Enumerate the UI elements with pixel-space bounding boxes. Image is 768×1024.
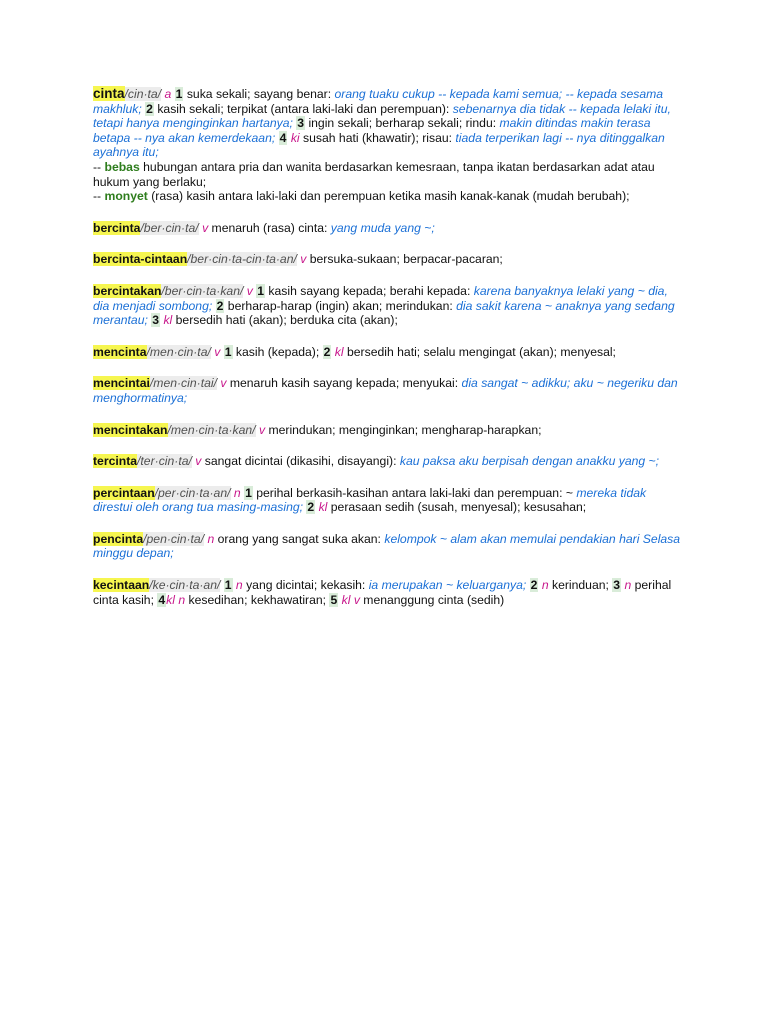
entry-mencinta bbox=[93, 345, 685, 360]
pronunciation: /pen·cin·ta/ bbox=[143, 531, 205, 546]
definition: ingin sekali; berharap sekali; rindu: bbox=[305, 116, 500, 131]
pronunciation: /ber·cin·ta/ bbox=[140, 220, 199, 235]
headword: kecintaan bbox=[93, 578, 150, 593]
idiom-dash: -- bbox=[93, 159, 105, 174]
definition: perihal cinta kasih; bbox=[93, 578, 672, 607]
sense-number: 1 bbox=[224, 578, 232, 593]
definition: kerinduan; bbox=[548, 578, 613, 593]
word-class: n bbox=[624, 578, 632, 593]
example: yang muda yang ~; bbox=[330, 220, 435, 235]
headword: bercintakan bbox=[93, 283, 162, 298]
entry-bercinta bbox=[93, 221, 685, 236]
definition: kasih (kepada); bbox=[232, 344, 323, 359]
word-class: n bbox=[235, 578, 243, 593]
pronunciation: /ter·cin·ta/ bbox=[137, 454, 192, 469]
headword: cinta bbox=[93, 86, 125, 101]
word-class: ki bbox=[290, 130, 300, 145]
entry-percintaan bbox=[93, 486, 685, 515]
idiom: bebas bbox=[104, 159, 140, 174]
word-class: n bbox=[541, 578, 549, 593]
example: karena banyaknya lelaki yang ~ dia, dia menjadi sombong; bbox=[93, 283, 668, 313]
idiom-definition: hubungan antara pria dan wanita berdasarkan kemesraan, tanpa ikatan berdasarkan adat atau hukum yang berlaku; bbox=[93, 159, 655, 189]
example: dia sakit karena ~ anaknya yang sedang merantau; bbox=[93, 298, 675, 328]
entry-pencinta bbox=[93, 532, 685, 561]
definition: menanggung cinta (sedih) bbox=[359, 592, 505, 607]
definition: sangat dicintai (dikasihi, disayangi): bbox=[201, 454, 400, 469]
definition: bersedih hati; selalu mengingat (akan); menyesal; bbox=[343, 344, 616, 359]
definition: yang dicintai; kekasih: bbox=[242, 578, 369, 593]
entry-mencintai bbox=[93, 376, 685, 405]
sense-number: 2 bbox=[216, 298, 224, 313]
example: sebenarnya dia tidak -- kepada lelaki itu, tetapi hanya menginginkan hartanya; bbox=[93, 101, 671, 131]
word-class: v bbox=[214, 344, 221, 359]
pronunciation: /men·cin·ta/ bbox=[146, 344, 211, 359]
definition: menaruh (rasa) cinta: bbox=[208, 220, 331, 235]
definition: berharap-harap (ingin) akan; merindukan: bbox=[224, 298, 457, 313]
word-class: v bbox=[195, 454, 202, 469]
word-class: v bbox=[220, 376, 227, 391]
word-class: kl bbox=[341, 592, 351, 607]
sense-number: 1 bbox=[175, 87, 183, 101]
sense-number: 3 bbox=[613, 578, 621, 593]
example: orang tuaku cukup -- kepada kami semua; -- kepada sesama makhluk; bbox=[93, 87, 664, 116]
definition: suka sekali; sayang benar: bbox=[183, 87, 335, 101]
headword: mencintakan bbox=[93, 422, 168, 437]
definition: merindukan; menginginkan; mengharap-harapkan; bbox=[265, 422, 542, 437]
word-class: v bbox=[300, 252, 307, 267]
example: kelompok ~ alam akan memulai pendakian hari Selasa minggu depan; bbox=[93, 531, 681, 561]
sense-number: 2 bbox=[323, 344, 331, 359]
word-class: kl bbox=[166, 592, 175, 607]
sense-number: 2 bbox=[146, 101, 153, 116]
word-class: v bbox=[202, 220, 209, 235]
definition: kasih sekali; terpikat (antara laki-laki dan perempuan): bbox=[153, 101, 453, 116]
pronunciation: /ber·cin·ta-cin·ta·an/ bbox=[187, 252, 297, 267]
pronunciation: /ber·cin·ta·kan/ bbox=[161, 283, 244, 298]
sense-number: 1 bbox=[257, 283, 265, 298]
definition: bersedih hati (akan); berduka cita (akan); bbox=[172, 313, 398, 328]
sense-number: 2 bbox=[307, 500, 315, 515]
entry-bercintakan bbox=[93, 284, 685, 328]
definition: menaruh kasih sayang kepada; menyukai: bbox=[226, 376, 462, 391]
word-class: v bbox=[246, 283, 253, 298]
entry-tercinta bbox=[93, 454, 685, 469]
definition: orang yang sangat suka akan: bbox=[214, 531, 385, 546]
example: mereka tidak direstui oleh orang tua masing-masing; bbox=[93, 485, 647, 515]
word-class: v bbox=[353, 592, 360, 607]
headword: mencintai bbox=[93, 376, 150, 391]
entry-cinta bbox=[93, 87, 685, 204]
pronunciation: /men·cin·tai/ bbox=[149, 376, 217, 391]
entry-kecintaan bbox=[93, 578, 685, 607]
sense-number: 3 bbox=[152, 313, 160, 328]
definition: bersuka-sukaan; berpacar-pacaran; bbox=[306, 252, 503, 267]
word-class: v bbox=[258, 422, 266, 437]
word-class: kl bbox=[334, 344, 344, 359]
word-class: kl bbox=[163, 313, 173, 328]
headword: percintaan bbox=[93, 485, 155, 500]
example: dia sangat ~ adikku; aku ~ negeriku dan menghormatinya; bbox=[93, 376, 678, 405]
pronunciation: /men·cin·ta·kan/ bbox=[167, 422, 256, 437]
headword: tercinta bbox=[93, 454, 138, 469]
sense-number: 1 bbox=[245, 485, 252, 500]
example: ia merupakan ~ keluarganya; bbox=[368, 578, 527, 593]
example: kau paksa aku berpisah dengan anakku yang ~; bbox=[399, 454, 660, 469]
headword: pencinta bbox=[93, 531, 144, 546]
sense-number: 4 bbox=[158, 592, 166, 607]
pronunciation: /cin·ta/ bbox=[124, 87, 162, 101]
definition: susah hati (khawatir); risau: bbox=[299, 130, 456, 145]
pronunciation: /ke·cin·ta·an/ bbox=[149, 578, 221, 593]
word-class: kl bbox=[318, 500, 328, 515]
entry-mencintakan bbox=[93, 423, 685, 438]
entry-bercinta-cintaan bbox=[93, 252, 685, 267]
sense-number: 2 bbox=[530, 578, 538, 593]
definition: perasaan sedih (susah, menyesal); kesusahan; bbox=[327, 500, 587, 515]
definition: kesedihan; kekhawatiran; bbox=[185, 592, 330, 607]
headword: bercinta-cintaan bbox=[93, 252, 188, 267]
sense-number: 4 bbox=[279, 130, 287, 145]
sense-number: 3 bbox=[297, 116, 305, 131]
sense-number: 5 bbox=[330, 592, 338, 607]
example: tiada terperikan lagi -- nya ditinggalkan ayahnya itu; bbox=[93, 130, 665, 160]
word-class: n bbox=[233, 485, 241, 500]
word-class: a bbox=[164, 87, 172, 101]
definition: kasih sayang kepada; berahi kepada: bbox=[265, 283, 474, 298]
headword: bercinta bbox=[93, 220, 141, 235]
word-class: n bbox=[207, 531, 215, 546]
dictionary-page bbox=[93, 87, 685, 624]
idiom-dash: -- bbox=[93, 189, 105, 204]
idiom-definition: (rasa) kasih antara laki-laki dan perempuan ketika masih kanak-kanak (mudah berubah); bbox=[147, 189, 630, 204]
example: makin ditindas makin terasa betapa -- nya akan kemerdekaan; bbox=[93, 116, 651, 145]
pronunciation: /per·cin·ta·an/ bbox=[154, 485, 231, 500]
sense-number: 1 bbox=[224, 344, 232, 359]
idiom: monyet bbox=[104, 189, 148, 204]
word-class: n bbox=[178, 592, 186, 607]
headword: mencinta bbox=[93, 344, 147, 359]
definition: perihal berkasih-kasihan antara laki-laki dan perempuan: ~ bbox=[252, 485, 577, 500]
